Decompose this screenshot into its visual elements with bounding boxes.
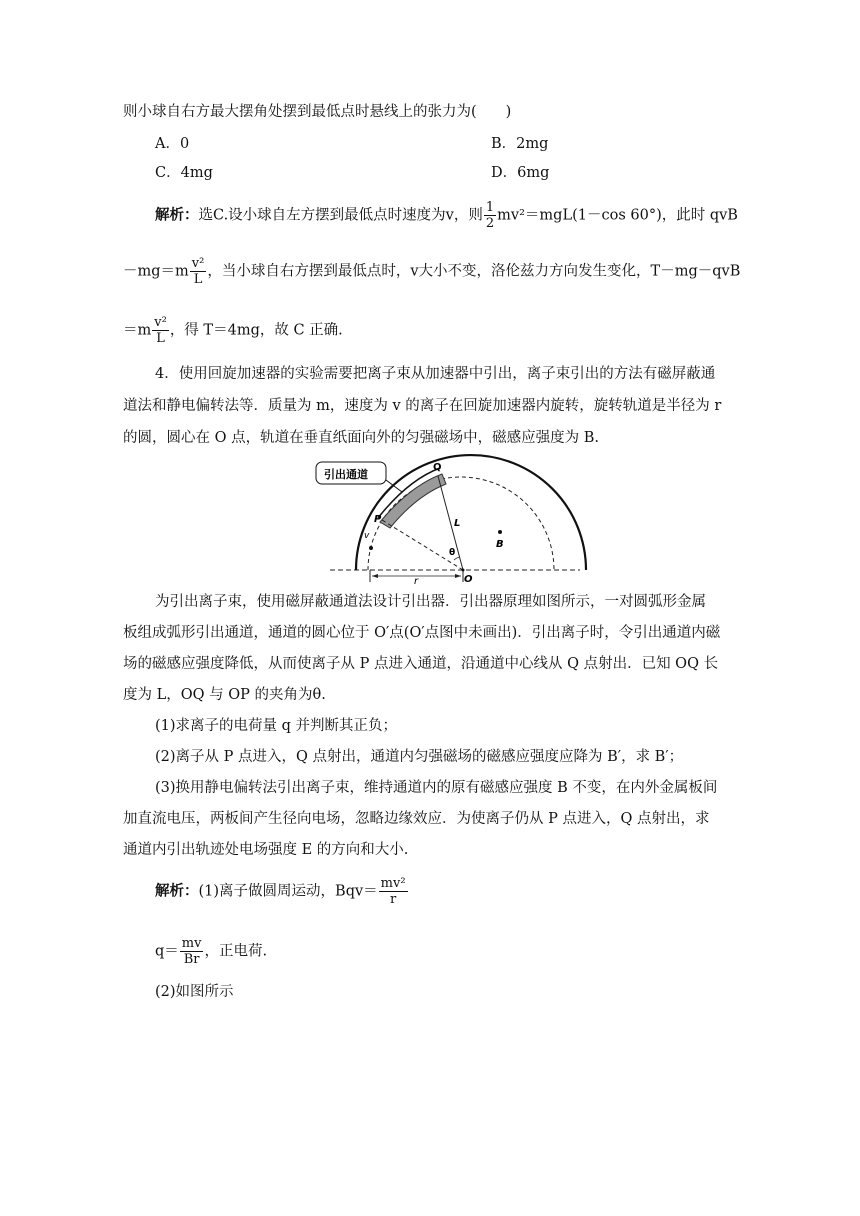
orbit-dashed — [368, 477, 554, 570]
q4-solution-line-3: (2)如图所示 — [155, 984, 234, 1000]
sub-question-3-line-1: (3)换用静电偏转法引出离子束，维持通道内的原有磁感应强度 B 不变，在内外金属板间 — [155, 780, 718, 796]
label-O: O — [464, 574, 473, 585]
q4-paragraph-2-line-3: 场的磁感应强度降低，从而使离子从 P 点进入通道，沿通道中心线从 Q 点射出．已知 OQ 长 — [123, 656, 719, 672]
label-v: v — [364, 531, 370, 541]
fraction: $\frac{\text{v²}}{L}$ — [191, 256, 205, 287]
q4-paragraph-1-line-3: 的圆，圆心在 O 点，轨道在垂直纸面向外的匀强磁场中，磁感应强度为 B. — [123, 430, 599, 446]
q4-paragraph-1-line-2: 道法和静电偏转法等．质量为 m，速度为 v 的离子在回旋加速器内旋转，旋转轨道是半径为 r — [123, 398, 722, 414]
solution-label: 解析： — [155, 883, 199, 900]
option-a: A．0 — [155, 136, 190, 152]
r-arrow-right — [455, 574, 461, 578]
solution-line-1: 解析：选C.设小球自左方摆到最低点时速度为v，则 $\frac{1}{2}$ mv²＝mgL(1－cos 60°)，此时 qvB — [155, 200, 738, 231]
q4-paragraph-2-line-2: 板组成弧形引出通道，通道的圆心位于 O′点(O′点图中未画出)．引出离子时，令引出通道内磁 — [123, 625, 721, 641]
label-r: r — [414, 576, 419, 587]
question-stem-tail: 则小球自右方最大摆角处摆到最低点时悬线上的张力为( ) — [123, 104, 512, 120]
label-L: L — [454, 518, 461, 529]
label-Q: Q — [433, 462, 442, 473]
field-dot — [498, 530, 502, 534]
solution-line-2: －mg＝m $\frac{\text{v²}}{L}$ ，当小球自右方摆到最低点时，v大小不变，洛伦兹力方向发生变化，T－mg－qvB — [123, 256, 741, 287]
particle-point — [369, 546, 373, 550]
channel-label: 引出通道 — [324, 468, 368, 481]
r-arrow-left — [372, 574, 378, 578]
sub-question-3-line-3: 通道内引出轨迹处电场强度 E 的方向和大小. — [123, 842, 409, 858]
q4-solution-line-1: 解析：(1)离子做圆周运动，Bqv＝ $\frac{\text{mv²}}{r}$ — [155, 876, 406, 907]
q4-solution-line-2: q＝ $\frac{mv}{Br}$ ，正电荷. — [155, 936, 268, 967]
fraction: $\frac{\text{mv²}}{r}$ — [380, 876, 406, 907]
fraction: $\frac{mv}{Br}$ — [181, 936, 202, 967]
label-P: P — [374, 514, 382, 525]
solution-label: 解析： — [155, 207, 199, 224]
line-OP — [382, 520, 463, 570]
option-b: B．2mg — [491, 136, 549, 152]
center-dot — [462, 569, 465, 572]
sub-question-1: (1)求离子的电荷量 q 并判断其正负； — [155, 718, 398, 734]
q4-paragraph-2-line-4: 度为 L，OQ 与 OP 的夹角为θ. — [123, 687, 326, 703]
sub-question-3-line-2: 加直流电压，两板间产生径向电场，忽略边缘效应．为使离子仍从 P 点进入，Q 点射出，求 — [123, 811, 710, 827]
option-c: C．4mg — [155, 165, 213, 181]
option-d: D．6mg — [491, 165, 550, 181]
fraction: $\frac{1}{2}$ — [485, 200, 495, 231]
fraction: $\frac{\text{v²}}{L}$ — [154, 315, 167, 346]
solution-line-3: ＝m $\frac{\text{v²}}{L}$ ，得 T＝4mg，故 C 正确. — [123, 315, 343, 346]
label-B: B — [496, 539, 504, 550]
cyclotron-figure — [324, 456, 580, 587]
label-theta: θ — [449, 548, 456, 558]
sub-question-2: (2)离子从 P 点进入，Q 点射出，通道内匀强磁场的磁感应强度应降为 B′，求 B′； — [155, 749, 684, 765]
q4-paragraph-2-line-1: 为引出离子束，使用磁屏蔽通道法设计引出器．引出器原理如图所示，一对圆弧形金属 — [155, 594, 706, 610]
q4-paragraph-1-line-1: 4．使用回旋加速器的实验需要把离子束从加速器中引出，离子束引出的方法有磁屏蔽通 — [155, 366, 716, 382]
